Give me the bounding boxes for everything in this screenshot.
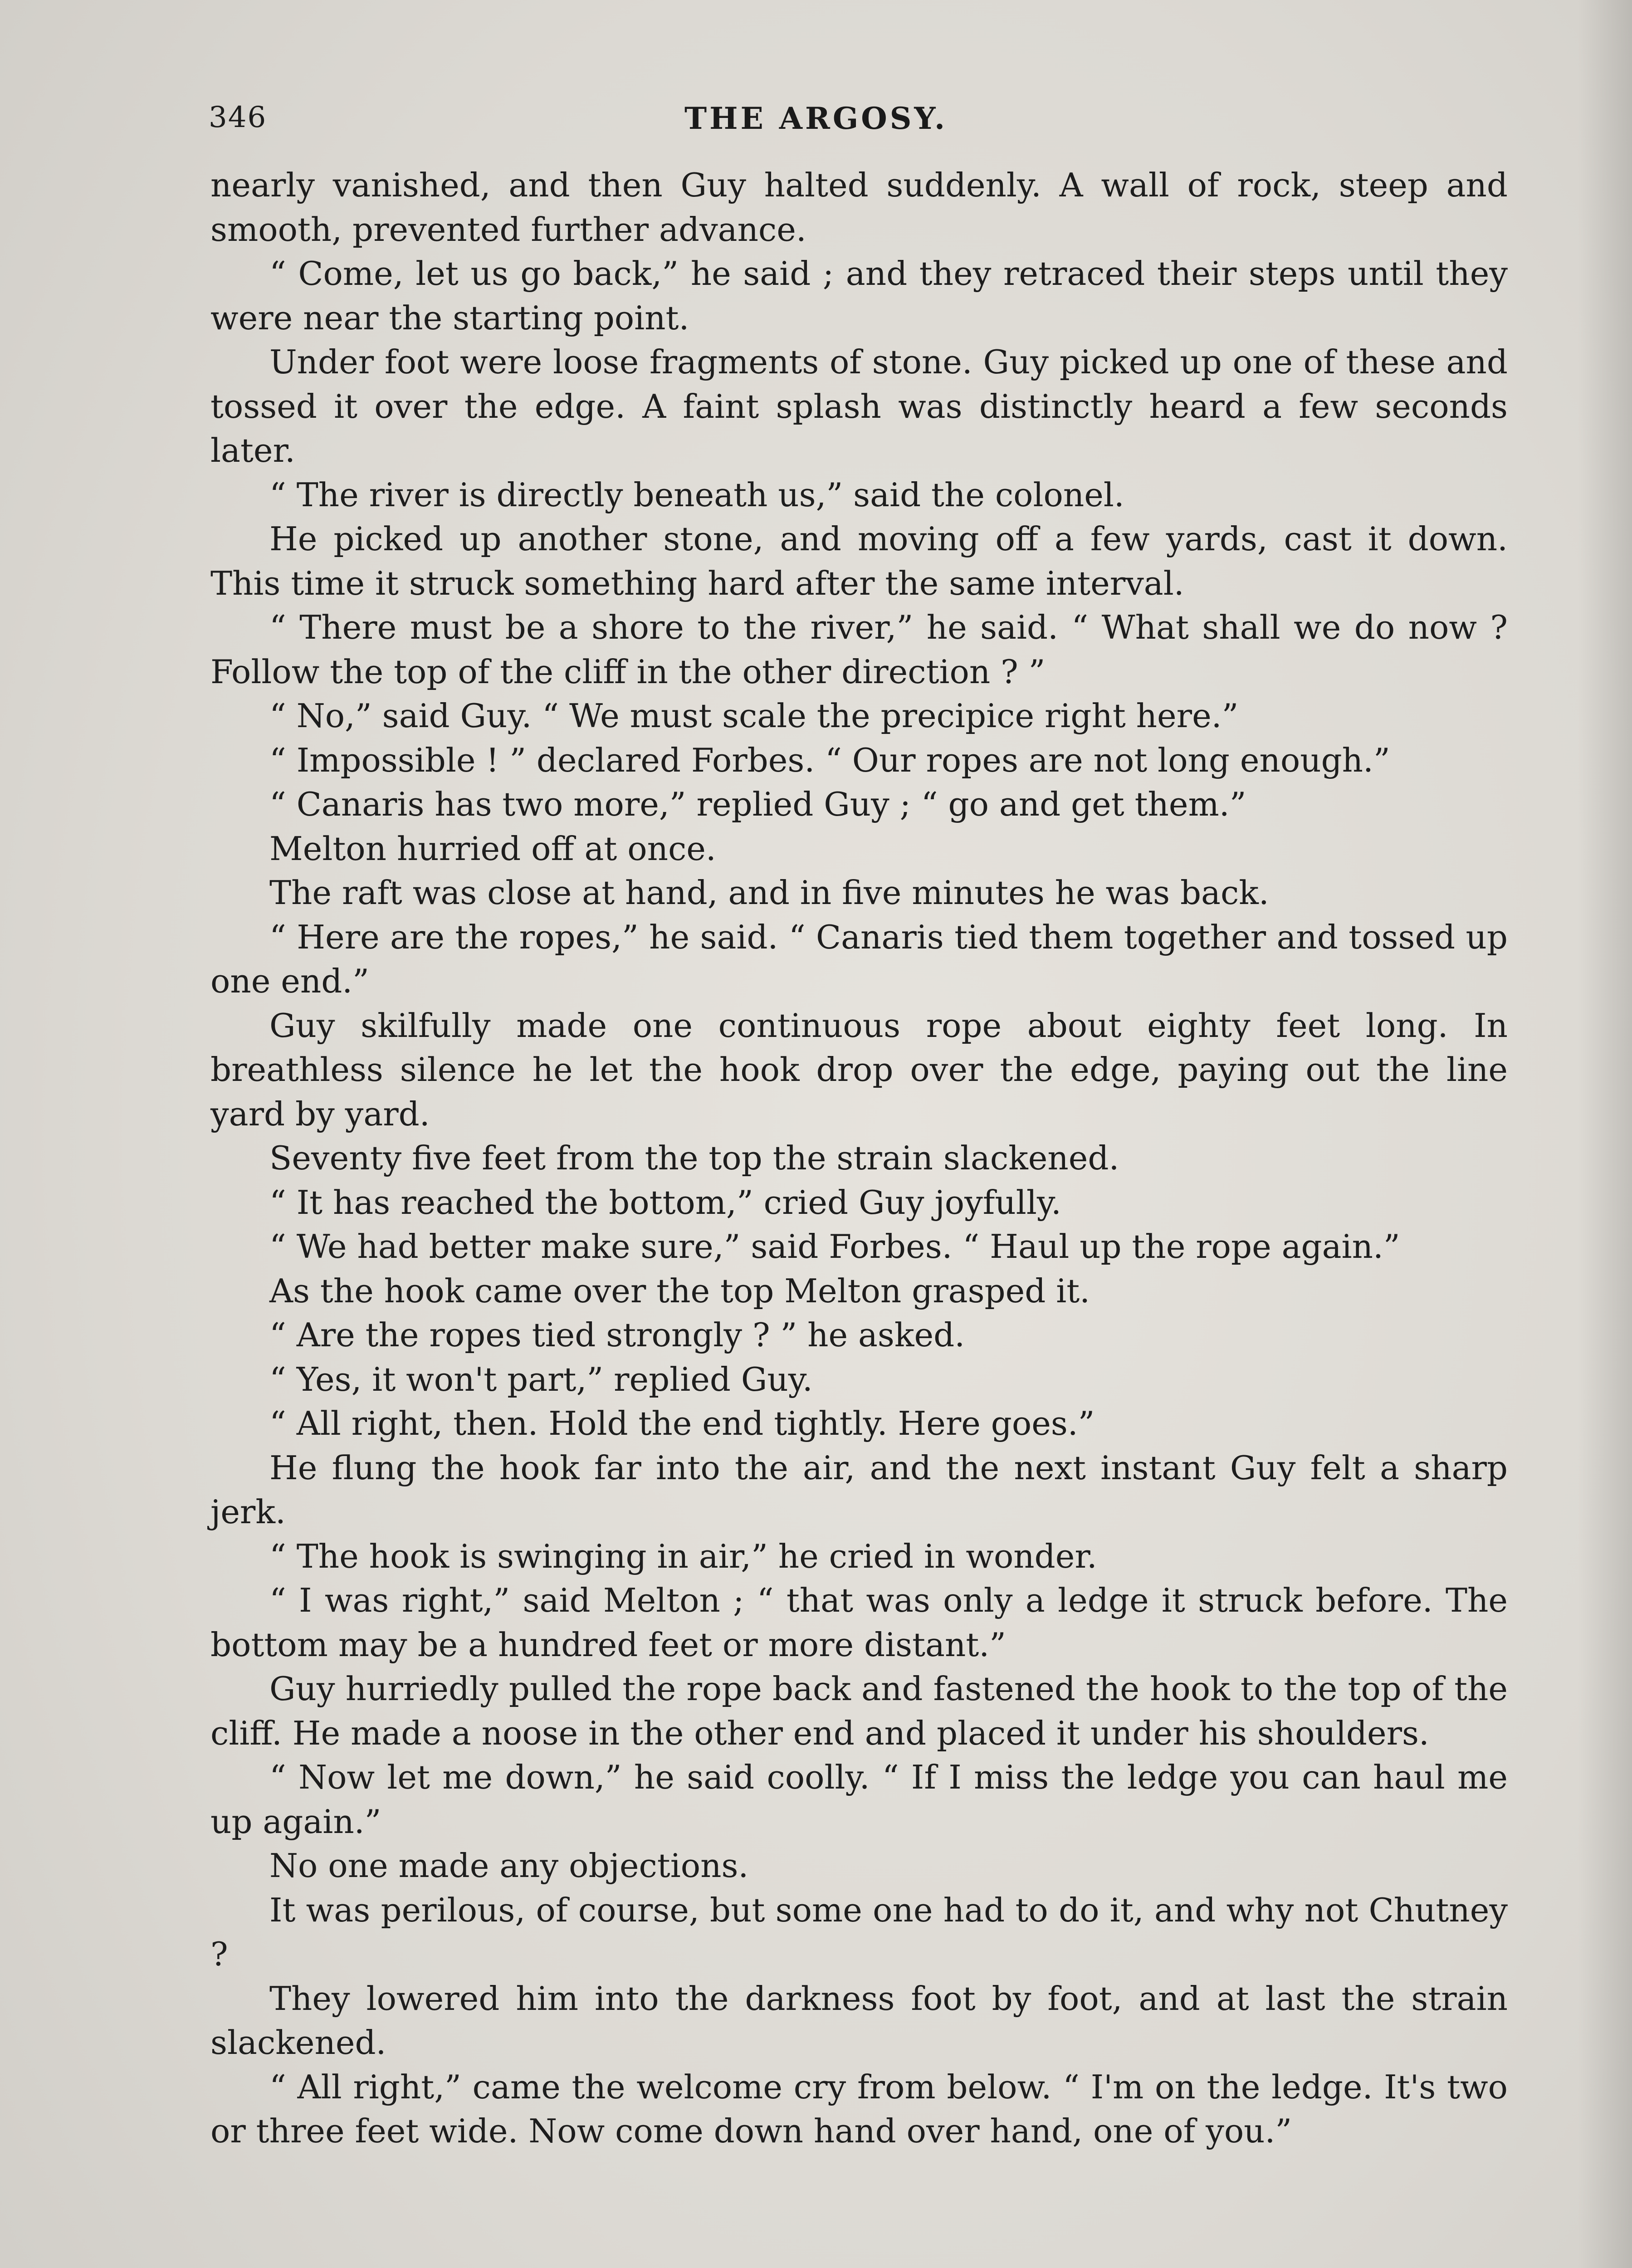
paragraph: “ Yes, it won't part,” replied Guy. xyxy=(269,1360,813,1398)
paragraph: “ Canaris has two more,” replied Guy ; “ go and get them.” xyxy=(269,785,1246,823)
paragraph: “ I was right,” said Melton ; “ that was only a ledge it struck before. The bottom may be a hundred feet or more distant.” xyxy=(210,1581,1508,1664)
paragraph: “ It has reached the bottom,” cried Guy joyfully. xyxy=(269,1183,1061,1222)
paragraph: “ All right,” came the welcome cry from below. “ I'm on the ledge. It's two or three feet wide. Now come down hand over hand, one of you.” xyxy=(210,2068,1508,2150)
paragraph: “ Impossible ! ” declared Forbes. “ Our ropes are not long enough.” xyxy=(269,741,1390,779)
paragraph: nearly vanished, and then Guy halted suddenly. A wall of rock, steep and smooth, prevented further advance. xyxy=(210,166,1508,249)
paragraph: “ All right, then. Hold the end tightly. Here goes.” xyxy=(269,1404,1095,1442)
paragraph: “ The hook is swinging in air,” he cried in wonder. xyxy=(269,1537,1097,1575)
paragraph: The raft was close at hand, and in five minutes he was back. xyxy=(269,874,1269,912)
paragraph: “ Come, let us go back,” he said ; and they retraced their steps until they were near the starting point. xyxy=(210,254,1508,337)
paragraph: No one made any objections. xyxy=(269,1847,749,1885)
paragraph: He picked up another stone, and moving off a few yards, cast it down. This time it struck something hard after the same interval. xyxy=(210,520,1508,602)
paragraph: Seventy five feet from the top the strain slackened. xyxy=(269,1139,1119,1177)
paragraph: “ Are the ropes tied strongly ? ” he asked. xyxy=(269,1316,965,1354)
paragraph: Guy skilfully made one continuous rope about eighty feet long. In breathless silence he let the hook drop over the edge, paying out the line yard by yard. xyxy=(210,1006,1508,1133)
paragraph: “ No,” said Guy. “ We must scale the precipice right here.” xyxy=(269,697,1239,735)
page-number: 346 xyxy=(209,101,267,134)
body-text xyxy=(210,163,1508,2154)
page-edge-shadow xyxy=(1578,0,1632,2268)
paragraph: Under foot were loose fragments of stone. Guy picked up one of these and tossed it over the edge. A faint splash was distinctly heard a few seconds later. xyxy=(210,343,1508,469)
paragraph: It was perilous, of course, but some one had to do it, and why not Chutney ? xyxy=(210,1891,1508,1973)
paragraph: “ We had better make sure,” said Forbes. “ Haul up the rope again.” xyxy=(269,1227,1400,1266)
paragraph: “ Now let me down,” he said coolly. “ If I miss the ledge you can haul me up again.” xyxy=(210,1758,1508,1841)
paragraph: As the hook came over the top Melton grasped it. xyxy=(269,1271,1090,1310)
paragraph: Melton hurried off at once. xyxy=(269,829,716,868)
running-title: THE ARGOSY. xyxy=(684,101,948,136)
paragraph: He flung the hook far into the air, and the next instant Guy felt a sharp jerk. xyxy=(210,1448,1508,1531)
paragraph: Guy hurriedly pulled the rope back and fastened the hook to the top of the cliff. He made a noose in the other end and placed it under his shoulders. xyxy=(210,1670,1508,1752)
paragraph: “ The river is directly beneath us,” said the colonel. xyxy=(269,475,1124,514)
paragraph: “ There must be a shore to the river,” he said. “ What shall we do now ? Follow the top of the cliff in the other direction ? ” xyxy=(210,608,1508,691)
paragraph: They lowered him into the darkness foot by foot, and at last the strain slackened. xyxy=(210,1979,1508,2062)
paragraph: “ Here are the ropes,” he said. “ Canaris tied them together and tossed up one end.” xyxy=(210,918,1508,1000)
